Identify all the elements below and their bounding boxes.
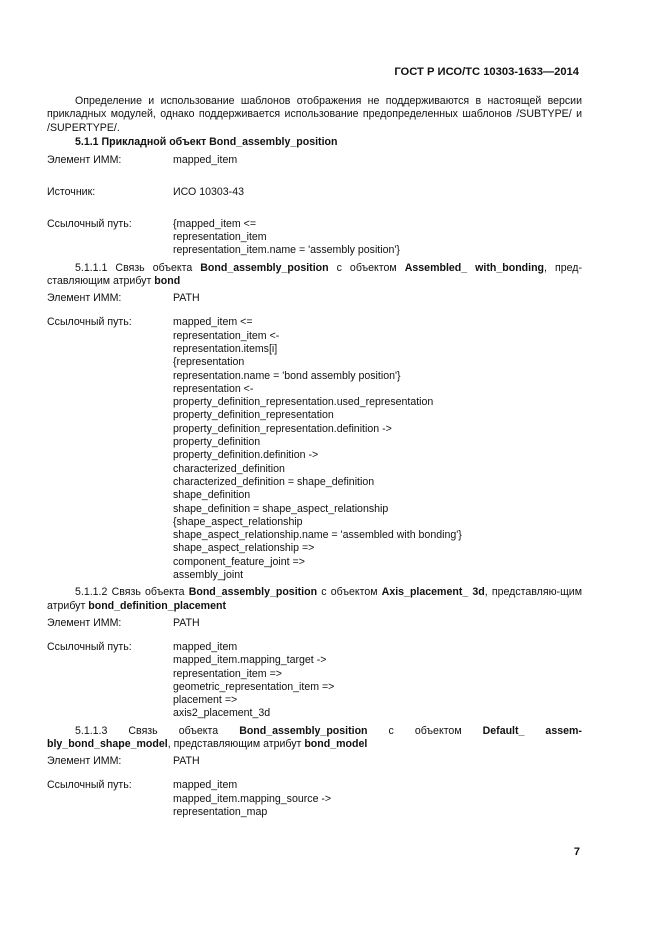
path-line: {shape_aspect_relationship [173,515,303,528]
element-label: Элемент ИММ: [47,153,122,166]
path-line: representation_item [173,231,267,244]
path-line: property_definition.definition -> [173,449,319,462]
element-label: Элемент ИММ: [47,616,122,629]
path-line: shape_aspect_relationship => [173,542,315,555]
path-line: shape_aspect_relationship.name = 'assembled with bonding'} [173,529,462,542]
path-lines [173,316,462,582]
element-label: Элемент ИММ: [47,292,122,305]
path-line: shape_definition [173,489,251,502]
path-lines [173,218,400,258]
path-line: representation_item => [173,667,282,680]
path-line: placement => [173,694,238,707]
path-line: assembly_joint [173,569,244,582]
section-title: 5.1.1 Прикладной объект Bond_assembly_position [75,135,338,148]
path-line: mapped_item.mapping_source -> [173,792,332,805]
sub3-path-row [47,779,582,819]
path-line: mapped_item [173,640,238,653]
path-line: axis2_placement_3d [173,707,271,720]
path-label: Ссылочный путь: [47,316,132,329]
document-header: ГОСТ Р ИСО/ТС 10303-1633—2014 [394,66,579,78]
path-line: property_definition [173,436,261,449]
element-label: Элемент ИММ: [47,755,122,768]
page-number: 7 [573,846,580,858]
path-line: {representation [173,356,245,369]
path-label: Ссылочный путь: [47,217,132,230]
element-value: PATH [173,292,200,305]
path-line: mapped_item.mapping_target -> [173,654,327,667]
subsection-2-heading: 5.1.1.2 Связь объекта Bond_assembly_position с объектом Axis_placement_ 3d, представляю-щим атрибут bond_definition_placement [47,586,582,612]
subsection-3-heading-line1: 5.1.1.3 Связь объекта Bond_assembly_position с объектом Default_ assem- [75,724,582,737]
path-line: property_definition_representation.definition -> [173,422,392,435]
path-line: characterized_definition [173,462,285,475]
path-label: Ссылочный путь: [47,779,132,792]
section-element-row [47,154,582,166]
sub2-element-row [47,617,582,629]
section-path-row [47,218,582,258]
path-line: representation_map [173,805,268,818]
path-line: mapped_item [173,779,238,792]
path-line: representation <- [173,382,254,395]
path-line: component_feature_joint => [173,555,305,568]
path-line: property_definition_representation.used_representation [173,396,434,409]
element-value: PATH [173,755,200,768]
path-line: representation_item.name = 'assembly position'} [173,244,400,257]
sub1-element-row [47,292,582,304]
path-line: representation.name = 'bond assembly position'} [173,369,401,382]
path-line: property_definition_representation [173,409,334,422]
element-value: PATH [173,616,200,629]
path-line: mapped_item <= [173,316,253,329]
source-value: ИСО 10303-43 [173,185,244,198]
path-label: Ссылочный путь: [47,640,132,653]
subsection-3-heading-line2: bly_bond_shape_model, представляющим атрибут bond_model [47,737,368,750]
section-source-row [47,186,582,198]
sub1-path-row [47,316,582,582]
page-content [47,95,582,819]
sub2-path-row [47,641,582,721]
path-line: characterized_definition = shape_definition [173,475,375,488]
intro-paragraph: Определение и использование шаблонов отображения не поддерживаются в настоящей версии прикладных модулей, однако поддерживается использование предопределенных шаблонов /SUBTYPE/ и /SUPERTYPE/. [47,95,582,134]
element-value: mapped_item [173,153,238,166]
path-line: representation_item <- [173,329,280,342]
path-line: shape_definition = shape_aspect_relationship [173,502,389,515]
subsection-1-heading: 5.1.1.1 Связь объекта Bond_assembly_position с объектом Assembled_ with_bonding, пред-ставляющим атрибут bond [47,261,582,288]
sub3-element-row [47,755,582,767]
path-line: geometric_representation_item => [173,680,335,693]
path-lines [173,779,331,819]
path-line: representation.items[i] [173,342,278,355]
path-line: {mapped_item <= [173,217,257,230]
source-label: Источник: [47,185,96,198]
path-lines [173,641,334,721]
